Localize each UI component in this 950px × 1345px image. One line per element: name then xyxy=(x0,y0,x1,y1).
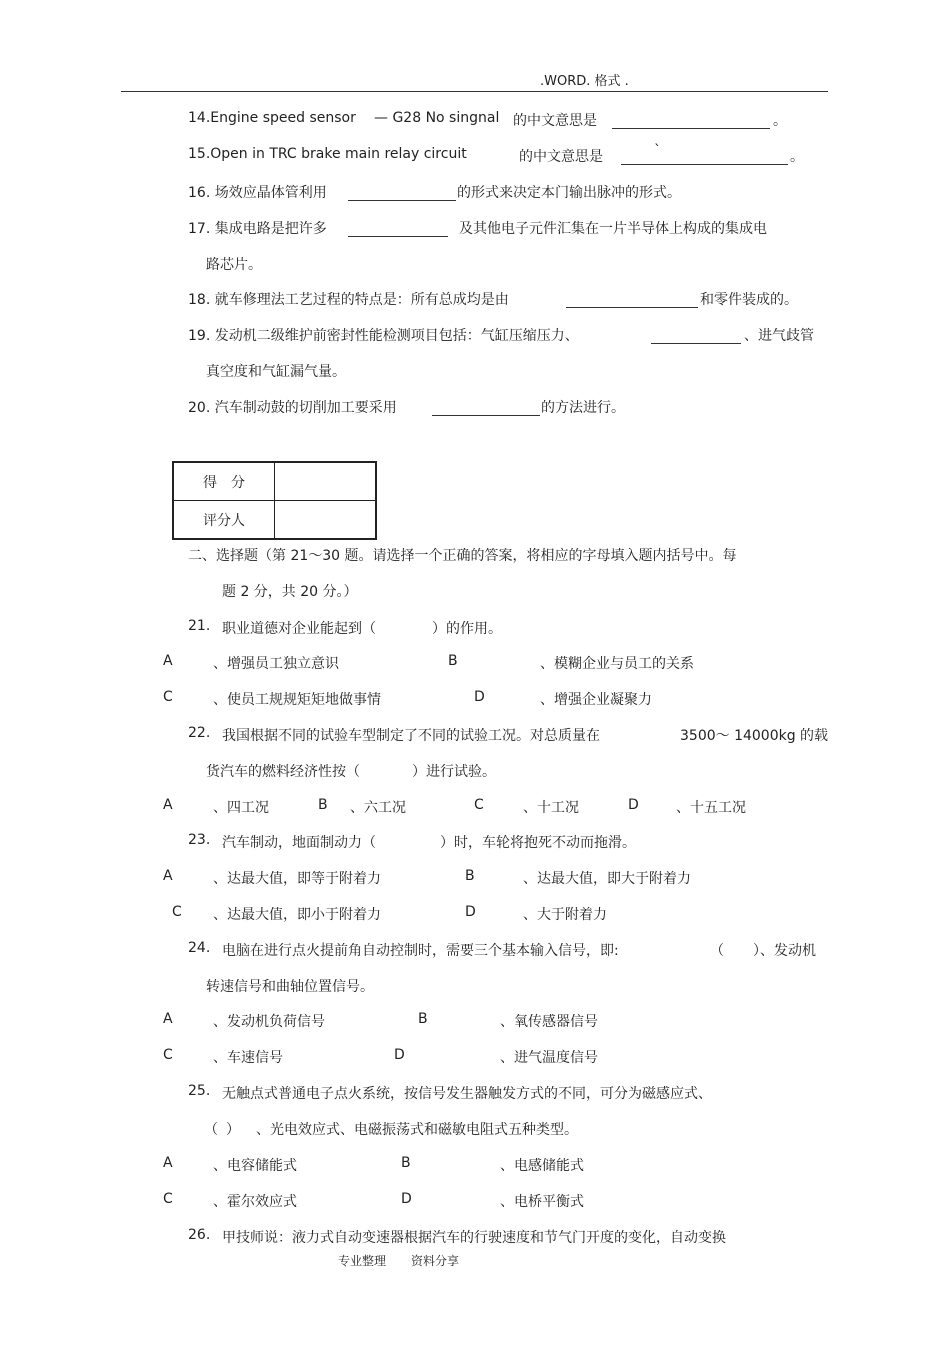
q23-a-letter[interactable]: A xyxy=(163,868,173,884)
q17-tail: 及其他电子元件汇集在一片半导体上构成的集成电 xyxy=(459,221,767,237)
q22-stem-end: ）进行试验。 xyxy=(412,764,496,780)
q23-c-text[interactable]: 、达最大值，即小于附着力 xyxy=(213,907,381,923)
q25-d-text[interactable]: 、电桥平衡式 xyxy=(500,1194,584,1210)
q19-text: 19. 发动机二级维护前密封性能检测项目包括：气缸压缩压力、 xyxy=(188,328,579,344)
q18-text: 18. 就车修理法工艺过程的特点是：所有总成均是由 xyxy=(188,292,509,308)
q25-d-letter[interactable]: D xyxy=(401,1191,412,1207)
q21-b-text[interactable]: 、模糊企业与员工的关系 xyxy=(540,656,694,672)
q24-c-letter[interactable]: C xyxy=(163,1047,173,1063)
q18-blank[interactable] xyxy=(566,307,698,308)
q22-a-text[interactable]: 、四工况 xyxy=(213,800,269,816)
q22-c-text[interactable]: 、十工况 xyxy=(523,800,579,816)
q25-b-letter[interactable]: B xyxy=(401,1155,411,1171)
q25-b-text[interactable]: 、电感储能式 xyxy=(500,1158,584,1174)
q17-text: 17. 集成电路是把许多 xyxy=(188,221,327,237)
q15-text: 15.Open in TRC brake main relay circuit xyxy=(188,146,467,162)
q23-d-text[interactable]: 、大于附着力 xyxy=(523,907,607,923)
q24-d-text[interactable]: 、进气温度信号 xyxy=(500,1050,598,1066)
q22-d-letter[interactable]: D xyxy=(628,797,639,813)
q23-stem-end: ）时，车轮将抱死不动而拖滑。 xyxy=(440,835,636,851)
footer-right: 资料分享 xyxy=(411,1254,460,1268)
q25-stem-cont: 、光电效应式、电磁振荡式和磁敏电阻式五种类型。 xyxy=(256,1122,578,1138)
q25-stem: 无触点式普通电子点火系统，按信号发生器触发方式的不同，可分为磁感应式、 xyxy=(222,1086,712,1102)
q21-b-letter[interactable]: B xyxy=(448,653,458,669)
q25-a-text[interactable]: 、电容储能式 xyxy=(213,1158,297,1174)
q22-b-text[interactable]: 、六工况 xyxy=(350,800,406,816)
q21-stem-end: ）的作用。 xyxy=(432,621,502,637)
q21-d-letter[interactable]: D xyxy=(474,689,485,705)
q24-a-letter[interactable]: A xyxy=(163,1011,173,1027)
q24-stem: 电脑在进行点火提前角自动控制时，需要三个基本输入信号，即: xyxy=(222,943,619,959)
q24-d-letter[interactable]: D xyxy=(394,1047,405,1063)
q24-b-letter[interactable]: B xyxy=(418,1011,428,1027)
q22-b-letter[interactable]: B xyxy=(318,797,328,813)
q19-cont: 真空度和气缸漏气量。 xyxy=(206,364,346,380)
q24-stem-end: ）、发动机 xyxy=(753,943,816,959)
page-header: .WORD. 格式 . xyxy=(540,74,629,89)
q25-a-letter[interactable]: A xyxy=(163,1155,173,1171)
grader-cell[interactable] xyxy=(275,501,377,540)
q24-paren: （ xyxy=(710,943,724,959)
q23-a-text[interactable]: 、达最大值，即等于附着力 xyxy=(213,871,381,887)
q21-stem: 职业道德对企业能起到（ xyxy=(222,621,376,637)
q21-num: 21. xyxy=(188,618,211,634)
q25-paren-close: ） xyxy=(226,1122,240,1138)
score-cell[interactable] xyxy=(275,462,377,501)
q15-mark: ` xyxy=(654,143,661,159)
header-rule xyxy=(121,91,828,92)
q22-num: 22. xyxy=(188,725,211,741)
q25-c-letter[interactable]: C xyxy=(163,1191,173,1207)
q26-stem: 甲技师说：液力式自动变速器根据汽车的行驶速度和节气门开度的变化，自动变换 xyxy=(222,1230,726,1246)
q14-end: 。 xyxy=(773,113,787,129)
grader-label: 评分人 xyxy=(173,501,275,540)
q23-b-text[interactable]: 、达最大值，即大于附着力 xyxy=(523,871,691,887)
section2-title: 二、选择题（第 21～30 题。请选择一个正确的答案，将相应的字母填入题内括号中。每 xyxy=(188,548,737,564)
q19-tail: 、进气歧管 xyxy=(744,328,814,344)
q23-c-letter[interactable]: C xyxy=(172,904,182,920)
q23-b-letter[interactable]: B xyxy=(465,868,475,884)
q15-end: 。 xyxy=(790,149,804,165)
q20-text: 20. 汽车制动鼓的切削加工要采用 xyxy=(188,400,397,416)
score-table xyxy=(172,461,377,540)
q24-b-text[interactable]: 、氧传感器信号 xyxy=(500,1014,598,1030)
q22-stem-mass: 3500～ 14000kg 的载 xyxy=(680,728,829,744)
q25-num: 25. xyxy=(188,1083,211,1099)
footer-left: 专业整理 xyxy=(338,1254,387,1268)
q19-blank[interactable] xyxy=(651,343,741,344)
q25-c-text[interactable]: 、霍尔效应式 xyxy=(213,1194,297,1210)
q21-d-text[interactable]: 、增强企业凝聚力 xyxy=(540,692,652,708)
q25-paren-open: （ xyxy=(204,1122,218,1138)
q22-stem-cont: 货汽车的燃料经济性按（ xyxy=(206,764,360,780)
q17-cont: 路芯片。 xyxy=(206,257,262,273)
q22-stem: 我国根据不同的试验车型制定了不同的试验工况。对总质量在 xyxy=(222,728,600,744)
q14-code: — G28 No singnal xyxy=(374,110,500,126)
q15-meaning: 的中文意思是 xyxy=(519,149,603,165)
q18-tail: 和零件装成的。 xyxy=(700,292,798,308)
q16-blank[interactable] xyxy=(348,200,456,201)
q17-blank[interactable] xyxy=(348,236,448,237)
q23-d-letter[interactable]: D xyxy=(465,904,476,920)
q21-c-text[interactable]: 、使员工规规矩矩地做事情 xyxy=(213,692,381,708)
q24-stem-cont: 转速信号和曲轴位置信号。 xyxy=(206,979,374,995)
q26-num: 26. xyxy=(188,1227,211,1243)
q14-meaning: 的中文意思是 xyxy=(513,113,597,129)
q16-tail: 的形式来决定本门输出脉冲的形式。 xyxy=(457,185,681,201)
q14-blank[interactable] xyxy=(612,128,770,129)
q24-a-text[interactable]: 、发动机负荷信号 xyxy=(213,1014,325,1030)
q24-num: 24. xyxy=(188,940,211,956)
q23-num: 23. xyxy=(188,832,211,848)
q22-c-letter[interactable]: C xyxy=(474,797,484,813)
q22-a-letter[interactable]: A xyxy=(163,797,173,813)
q21-c-letter[interactable]: C xyxy=(163,689,173,705)
section2-title-cont: 题 2 分，共 20 分。） xyxy=(222,584,358,600)
q22-d-text[interactable]: 、十五工况 xyxy=(676,800,746,816)
q21-a-letter[interactable]: A xyxy=(163,653,173,669)
q23-stem: 汽车制动，地面制动力（ xyxy=(222,835,376,851)
q21-a-text[interactable]: 、增强员工独立意识 xyxy=(213,656,339,672)
q14-text: 14.Engine speed sensor xyxy=(188,110,356,126)
q20-blank[interactable] xyxy=(432,415,540,416)
q24-c-text[interactable]: 、车速信号 xyxy=(213,1050,283,1066)
q15-blank[interactable] xyxy=(621,164,788,165)
score-label: 得 分 xyxy=(173,462,275,501)
q20-tail: 的方法进行。 xyxy=(541,400,625,416)
q16-text: 16. 场效应晶体管利用 xyxy=(188,185,327,201)
